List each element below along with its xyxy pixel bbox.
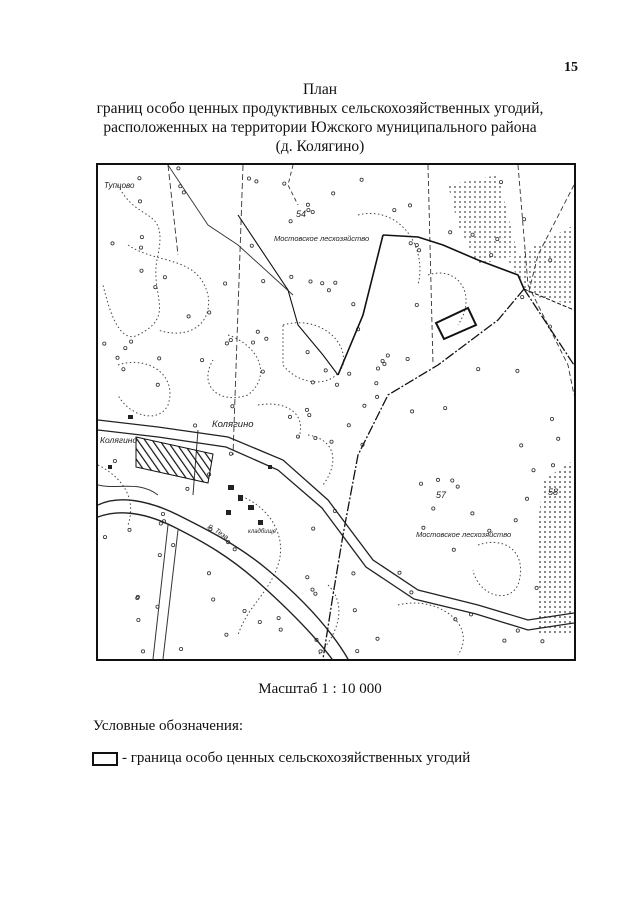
vegetation-dot	[252, 341, 255, 344]
vegetation-dot	[137, 618, 140, 621]
map-label-quarter-58: 58	[548, 487, 559, 497]
vegetation-dot	[418, 249, 421, 252]
vegetation-dot	[319, 650, 322, 653]
vegetation-dot	[283, 182, 286, 185]
vegetation-dot	[208, 311, 211, 314]
vegetation-dot	[321, 282, 324, 285]
vegetation-dot	[456, 485, 459, 488]
vegetation-dot	[306, 576, 309, 579]
vegetation-dot	[381, 359, 384, 362]
vegetation-dot	[265, 337, 268, 340]
vegetation-dot	[180, 647, 183, 650]
vegetation-dot	[224, 282, 227, 285]
vegetation-dot	[376, 367, 379, 370]
rectangle-boundary-icon	[92, 752, 118, 766]
vegetation-dot	[163, 276, 166, 279]
vegetation-dot	[289, 220, 292, 223]
vegetation-dot	[250, 244, 253, 247]
vegetation-dot	[327, 289, 330, 292]
vegetation-dot	[408, 204, 411, 207]
vegetation-dot	[141, 650, 144, 653]
vegetation-dot	[332, 192, 335, 195]
vegetation-dot	[520, 444, 523, 447]
vegetation-dot	[503, 639, 506, 642]
vegetation-dot	[201, 359, 204, 362]
vegetation-dot	[516, 629, 519, 632]
legend-item-label: - граница особо ценных сельскохозяйственных угодий	[122, 750, 471, 766]
vegetation-dot	[411, 410, 414, 413]
vegetation-dot	[334, 281, 337, 284]
vegetation-dot	[314, 592, 317, 595]
vegetation-dot	[261, 370, 264, 373]
vegetation-dot	[103, 536, 106, 539]
vegetation-dot	[406, 357, 409, 360]
vegetation-dot	[535, 586, 538, 589]
vegetation-dot	[233, 548, 236, 551]
vegetation-dot	[256, 330, 259, 333]
vegetation-dot	[231, 405, 234, 408]
vegetation-dot	[247, 177, 250, 180]
vegetation-dot	[229, 339, 232, 342]
vegetation-dot	[471, 512, 474, 515]
map-label-quarter-57: 57	[436, 490, 447, 500]
dense-vegetation-area	[508, 225, 574, 305]
vegetation-dot	[128, 528, 131, 531]
vegetation-dot	[514, 519, 517, 522]
vegetation-dot	[398, 571, 401, 574]
vegetation-dot	[312, 527, 315, 530]
vegetation-dot	[452, 548, 455, 551]
vegetation-dot	[288, 415, 291, 418]
map-label-quarter-54: 54	[296, 209, 307, 219]
vegetation-dot	[309, 280, 312, 283]
vegetation-dot	[229, 452, 232, 455]
map-label-tuptsovo: Тупцово	[104, 181, 135, 190]
vegetation-dot	[523, 218, 526, 221]
vegetation-dot	[409, 242, 412, 245]
title-line-1: План	[302, 81, 338, 98]
vegetation-dot	[225, 633, 228, 636]
page-title	[0, 80, 640, 156]
vegetation-dot	[306, 351, 309, 354]
river-teza	[98, 500, 348, 659]
vegetation-dot	[187, 315, 190, 318]
vegetation-dot	[308, 414, 311, 417]
vegetation-dot	[436, 478, 439, 481]
vegetation-dot	[311, 381, 314, 384]
vegetation-dot	[352, 572, 355, 575]
map-scale: Масштаб 1 : 10 000	[258, 681, 382, 697]
vegetation-dot	[330, 440, 333, 443]
page-number: 15	[564, 60, 578, 75]
map-frame	[96, 163, 576, 661]
map-label-river: р. Теза	[206, 522, 230, 542]
vegetation-dot	[154, 286, 157, 289]
vegetation-dot	[124, 347, 127, 350]
title-line-4: (д. Колягино)	[275, 138, 365, 155]
vegetation-dot	[139, 246, 142, 249]
map-label-note: кладбище	[248, 529, 277, 535]
quarter-lines	[168, 165, 574, 455]
map-label-forest-district-1: Мостовское лесхозяйство	[274, 234, 370, 243]
vegetation-dot	[363, 404, 366, 407]
vegetation-dot	[138, 200, 141, 203]
vegetation-dot	[525, 497, 528, 500]
vegetation-dot	[532, 469, 535, 472]
vegetation-dot	[305, 408, 308, 411]
valuable-land-boundary	[436, 308, 476, 339]
vegetation-dot	[324, 369, 327, 372]
vegetation-dot	[186, 487, 189, 490]
vegetation-dot	[207, 572, 210, 575]
vegetation-dot	[335, 383, 338, 386]
vegetation-dot	[541, 640, 544, 643]
vegetation-dot	[306, 203, 309, 206]
vegetation-dot	[182, 191, 185, 194]
map-label-forest-district-2: Мостовское лесхозяйство	[416, 530, 512, 539]
vegetation-dot	[290, 275, 293, 278]
vegetation-dot	[258, 620, 261, 623]
vegetation-dot	[194, 424, 197, 427]
title-line-3: расположенных на территории Южского муниципального района	[103, 119, 537, 136]
vegetation-dot	[353, 609, 356, 612]
vegetation-dot	[262, 280, 265, 283]
vegetation-dot	[307, 209, 310, 212]
vegetation-dot	[225, 342, 228, 345]
vegetation-dot	[477, 368, 480, 371]
vegetation-dot	[279, 628, 282, 631]
map-label-kolyagino-center: Колягино	[212, 419, 254, 430]
vegetation-dot	[158, 357, 161, 360]
vegetation-dot	[172, 544, 175, 547]
vegetation-dot	[311, 588, 314, 591]
vegetation-dot	[449, 231, 452, 234]
vegetation-dot	[113, 459, 116, 462]
vegetation-dot	[557, 437, 560, 440]
vegetation-dot	[415, 244, 418, 247]
vegetation-dot	[348, 372, 351, 375]
vegetation-dot	[454, 618, 457, 621]
vegetation-dot	[422, 526, 425, 529]
vegetation-dot	[116, 356, 119, 359]
vegetation-dot	[356, 650, 359, 653]
vegetation-dot	[255, 180, 258, 183]
vegetation-dot	[161, 512, 164, 515]
vegetation-dot	[393, 209, 396, 212]
map-canvas	[98, 165, 574, 659]
vegetation-dot	[352, 303, 355, 306]
vegetation-dot	[521, 296, 524, 299]
vegetation-dot	[140, 236, 143, 239]
vegetation-dot	[419, 482, 422, 485]
vegetation-dot	[451, 479, 454, 482]
vegetation-dot	[177, 167, 180, 170]
map-label-kolyagino-left: Колягино	[100, 435, 138, 445]
vegetation-dot	[103, 342, 106, 345]
vegetation-dot	[410, 591, 413, 594]
vegetation-dot	[347, 424, 350, 427]
title-line-2: границ особо ценных продуктивных сельскохозяйственных угодий,	[96, 100, 544, 117]
vegetation-dot	[158, 554, 161, 557]
vegetation-dot	[111, 242, 114, 245]
vegetation-dot	[311, 210, 314, 213]
vegetation-dot	[444, 407, 447, 410]
vegetation-dot	[130, 340, 133, 343]
vegetation-dot	[376, 395, 379, 398]
vegetation-dot	[360, 178, 363, 181]
vegetation-dot	[122, 368, 125, 371]
vegetation-dot	[277, 617, 280, 620]
vegetation-dot	[140, 269, 143, 272]
legend-heading: Условные обозначения:	[93, 718, 244, 734]
vegetation-dot	[551, 464, 554, 467]
vegetation-dot	[138, 177, 141, 180]
legend-item	[92, 750, 470, 767]
vegetation-dot	[159, 522, 162, 525]
vegetation-dot	[432, 507, 435, 510]
vegetation-dot	[376, 637, 379, 640]
vegetation-dot	[243, 609, 246, 612]
vegetation-dot	[386, 354, 389, 357]
vegetation-dot	[415, 303, 418, 306]
vegetation-dot	[550, 417, 553, 420]
vegetation-dot	[375, 382, 378, 385]
vegetation-dot	[516, 369, 519, 372]
vegetation-dot	[156, 383, 159, 386]
vegetation-dot	[212, 598, 215, 601]
